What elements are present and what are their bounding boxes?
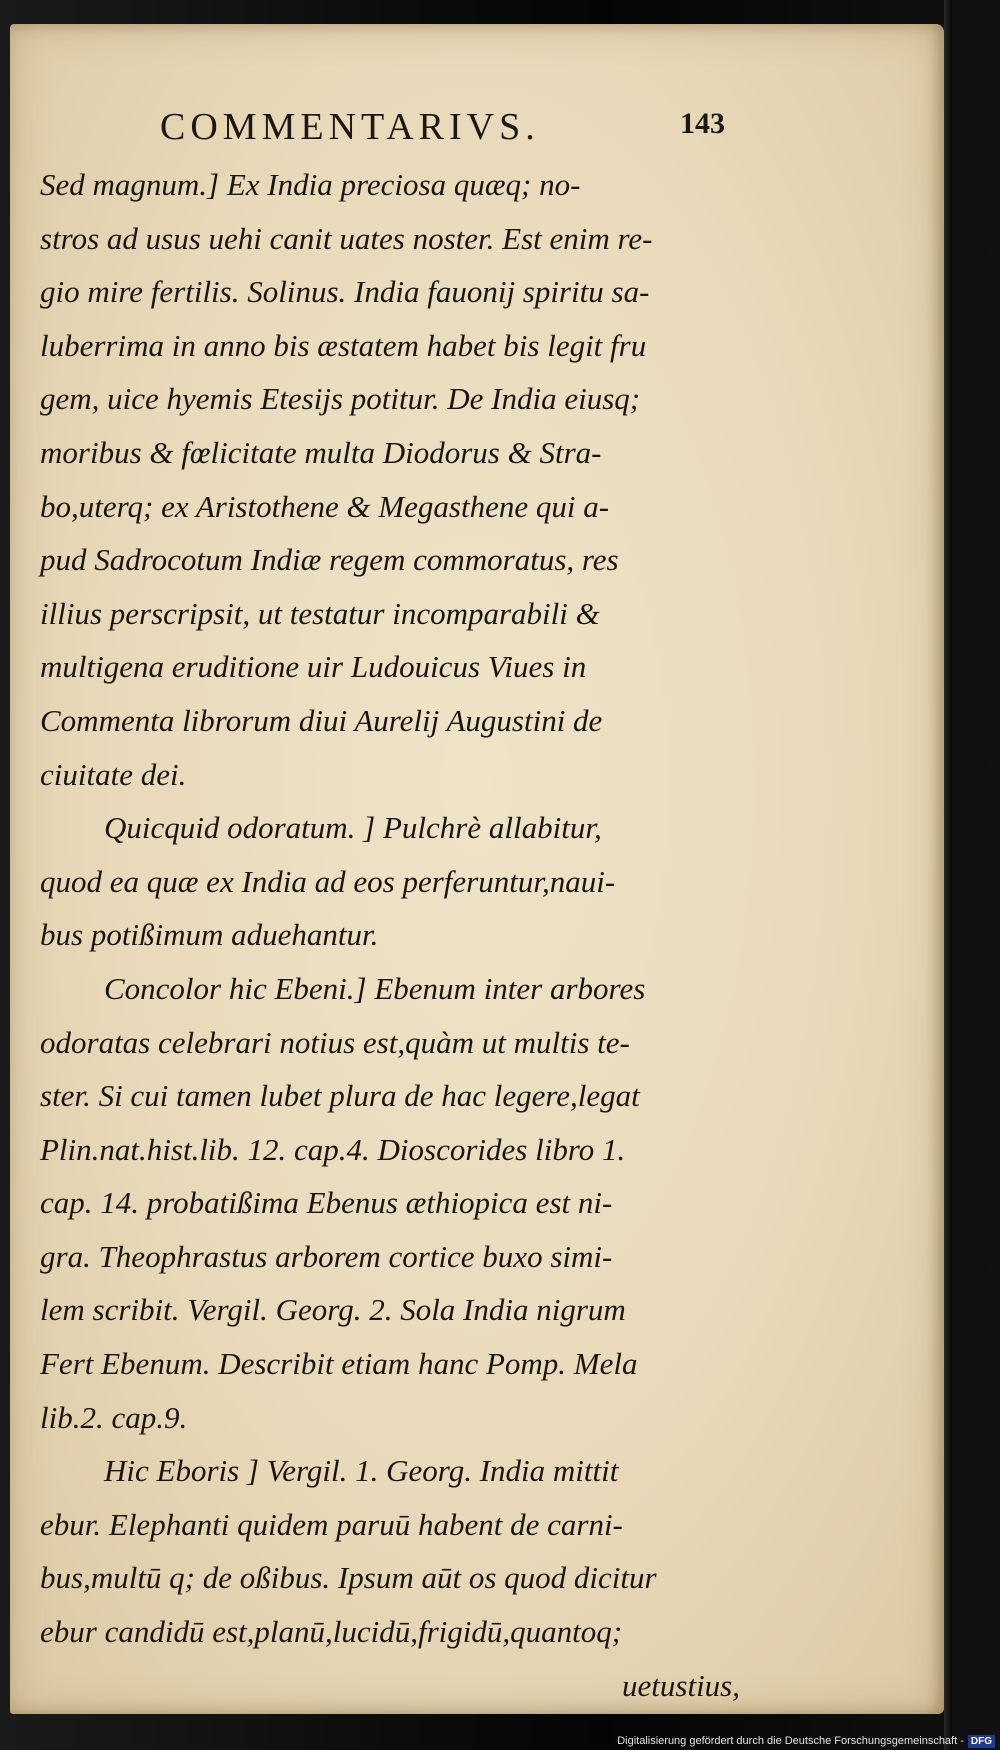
text-line: gio mire fertilis. Solinus. India fauonij spiritu sa- [40,274,650,310]
dfg-logo[interactable]: DFG [968,1735,995,1748]
text-line: pud Sadrocotum Indiæ regem commoratus, res [40,542,619,578]
text-line: Plin.nat.hist.lib. 12. cap.4. Dioscorides libro 1. [40,1131,626,1167]
text-line: ebur candidū est,planū,lucidū,frigidū,quantoq; [40,1614,623,1650]
text-line: odoratas celebrari notius est,quàm ut multis te- [40,1024,630,1060]
text-line: ebur. Elephanti quidem paruū habent de carni- [40,1506,623,1542]
digitization-credit [600,1733,995,1749]
text-line: ciuitate dei. [40,756,187,792]
text-line: quod ea quæ ex India ad eos perferuntur,naui- [40,863,616,899]
credit-text: Digitalisierung gefördert durch die Deutsche Forschungsgemeinschaft - [617,1735,964,1747]
text-line: Fert Ebenum. Describit etiam hanc Pomp. Mela [40,1346,638,1382]
catchword: uetustius, [622,1667,740,1703]
text-line: ster. Si cui tamen lubet plura de hac legere,legat [40,1078,640,1114]
text-line: bus,multū q; de oßibus. Ipsum aūt os quod dicitur [40,1560,657,1596]
text-line: Sed magnum.] Ex India preciosa quæq; no- [40,167,581,202]
text-line: luberrima in anno bis æstatem habet bis legit fru [40,327,647,363]
text-line: multigena eruditione uir Ludouicus Viues in [40,649,587,685]
text-line: moribus & fœlicitate multa Diodorus & Stra- [40,434,602,470]
text-line: bus potißimum aduehantur. [40,917,379,953]
text-line: Commenta librorum diui Aurelij Augustini de [40,702,603,738]
page-number: 143 [680,107,725,140]
body-text [40,158,740,1712]
text-line: Concolor hic Ebeni.] Ebenum inter arbores [104,970,646,1006]
text-line: Quicquid odoratum. ] Pulchrè allabitur, [104,810,602,846]
text-line: gra. Theophrastus arborem cortice buxo simi- [40,1238,613,1274]
text-line: lem scribit. Vergil. Georg. 2. Sola India nigrum [40,1292,626,1328]
text-line: gem, uice hyemis Etesijs potitur. De India eiusq; [40,381,641,417]
text-line: Hic Eboris ] Vergil. 1. Georg. India mittit [104,1453,619,1489]
text-line: illius perscripsit, ut testatur incomparabili & [40,595,600,631]
page-edge-shadow [944,0,952,1750]
text-line: lib.2. cap.9. [40,1399,188,1435]
text-line: cap. 14. probatißima Ebenus æthiopica est ni- [40,1185,613,1221]
page-header [150,105,730,155]
text-line: bo,uterq; ex Aristothene & Megasthene qui a- [40,488,610,524]
running-head: COMMENTARIVS. [160,106,540,148]
text-line: stros ad usus uehi canit uates noster. Est enim re- [40,220,653,256]
